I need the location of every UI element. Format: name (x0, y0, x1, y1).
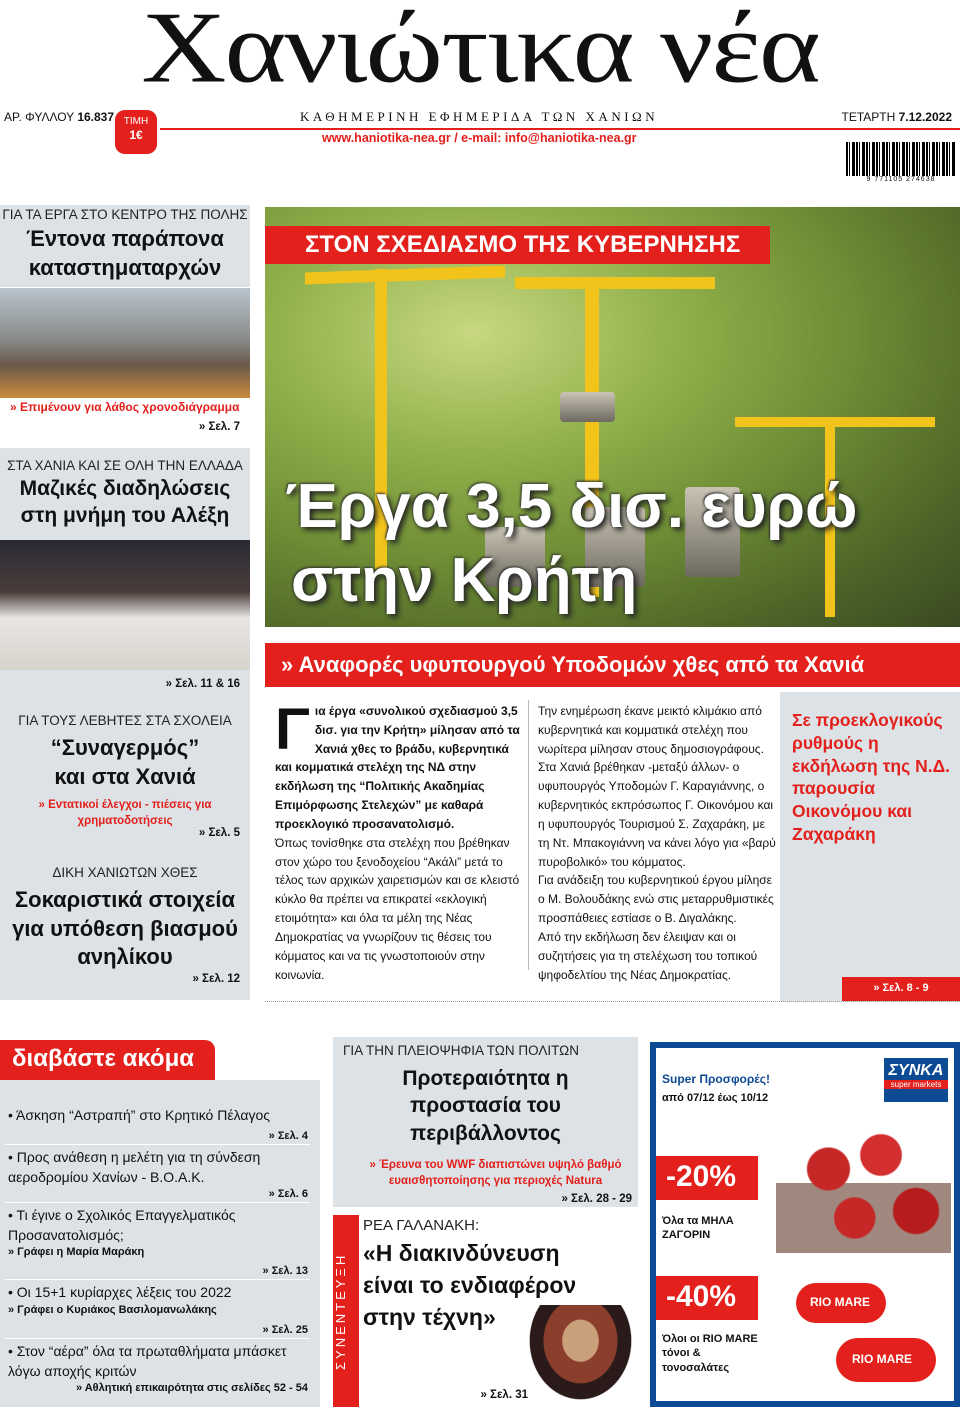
article-column-1 (275, 697, 520, 984)
article-paragraph-5: Για ανάδειξη του κυβερνητικού έργου μίλησε ο Μ. Βολουδάκης ενώ στις μεταρρυθμιστικές προσπάθειες εστίασε ο Β. Διγαλάκης. (538, 873, 774, 926)
ad-apples-image (776, 1113, 951, 1253)
tuna-can-2-label: RIO MARE (852, 1352, 912, 1366)
read-more-item-5[interactable] (8, 1342, 308, 1397)
interview-name: ΡΕΑ ΓΑΛΑΝΑΚΗ: (363, 1217, 480, 1234)
left-story-1-sub: » Επιμένουν για λάθος χρονοδιάγραμμα (10, 400, 240, 414)
sidebox-text: Σε προεκλογικούς ρυθμούς η εκδήλωση της Ν.Δ. παρουσία Οικονόμου και Ζαχαράκη (792, 710, 951, 844)
env-headline: Προτεραιότητα η προστασία του περιβάλλοντος (402, 1067, 569, 1145)
read-more-item-4-author: » Γράφει ο Κυριάκος Βασιλομανωλάκης (8, 1303, 217, 1316)
interview-portrait (523, 1305, 638, 1407)
left-story-1[interactable] (0, 207, 250, 282)
ad-period: από 07/12 έως 10/12 (662, 1092, 769, 1104)
read-more-separator (5, 1338, 310, 1339)
coin-stack-hanging (560, 392, 615, 422)
crane-jib-far (735, 417, 935, 427)
read-more-item-2[interactable]: • Προς ανάθεση η μελέτη για τη σύνδεση αεροδρομίου Χανίων - Β.Ο.Α.Κ. (8, 1149, 261, 1185)
ad-offer-1-text: Όλα τα ΜΗΛΑ ΖΑΓΟΡΙΝ (662, 1215, 734, 1242)
price-badge (115, 110, 157, 154)
tuna-can-1 (796, 1283, 886, 1323)
ad-brand-logo (884, 1058, 948, 1102)
interview-vertical-label: ΣΥΝΕΝΤΕΥΞΗ (333, 1215, 359, 1407)
read-more-separator (5, 1202, 310, 1203)
article-paragraph-6: Από την εκδήλωση δεν έλειψαν και οι συζητήσεις για τη στελέχωση του τοπικού ψηφοδελτίου της Νέας Δημοκρατίας. (538, 929, 758, 982)
read-more-item-5-text: • Στον “αέρα” όλα τα πρωταθλήματα μπάσκετ λόγω αποχής κριτών (8, 1343, 287, 1379)
read-more-item-1[interactable]: • Άσκηση “Αστραπή” στο Κρητικό Πέλαγος (8, 1107, 270, 1123)
read-more-separator (5, 1279, 310, 1280)
left-story-1-headline: Έντονα παράπονα καταστηματαρχών (26, 226, 224, 280)
barcode-bars (846, 142, 956, 176)
article-column-2 (538, 702, 778, 984)
ad-brand-sub: super markets (884, 1080, 948, 1089)
tuna-can-2 (836, 1338, 936, 1382)
tuna-can-1-label: RIO MARE (810, 1295, 870, 1309)
left-story-3-sub: » Εντατικοί έλεγχοι - πιέσεις για χρηματοδοτήσεις (38, 799, 212, 828)
price-label: ΤΙΜΗ (123, 116, 149, 127)
left-story-2-photo (0, 540, 250, 670)
crane-jib-right (515, 277, 715, 289)
left-story-2-headline: Μαζικές διαδηλώσεις στη μνήμη του Αλέξη (19, 477, 231, 528)
masthead (0, 0, 960, 200)
read-more-item-4-page[interactable]: » Σελ. 25 (262, 1324, 308, 1336)
env-story[interactable] (333, 1037, 638, 1207)
column-rule (528, 700, 529, 970)
article-page-ref[interactable]: » Σελ. 8 - 9 (842, 977, 960, 1001)
read-more-item-4-text: • Οι 15+1 κυρίαρχες λέξεις του 2022 (8, 1284, 232, 1300)
env-page[interactable]: » Σελ. 28 - 29 (561, 1193, 632, 1205)
web-email-link[interactable]: www.haniotika-nea.gr / e-mail: info@haniotika-nea.gr (322, 131, 637, 145)
barcode-digits: 9 771105 274638 (866, 176, 936, 183)
read-more-item-1-page[interactable]: » Σελ. 4 (268, 1130, 308, 1142)
left-story-4-kicker: ΔΙΚΗ ΧΑΝΙΩΤΩΝ ΧΘΕΣ (52, 865, 198, 880)
left-story-4-headline: Σοκαριστικά στοιχεία για υπόθεση βιασμού ανηλίκου (12, 887, 238, 970)
left-story-4[interactable] (0, 865, 250, 972)
ad-brand-name: ΣΥΝΚΑ (888, 1062, 944, 1079)
article-lead: ια έργα «συνολικού σχεδιασμού 3,5 δισ. για την Κρήτη» μίλησαν από τα Χανιά χθες το βράδυ, κυβερνητικά και κομματικά στελέχη της ΝΔ στην εκδήλωση της “Πολιτικής Ακαδημίας Επιμόρφωσης Στελεχών” με καθαρά προεκλογικό προσανατολισμό. (275, 704, 520, 831)
left-story-2[interactable] (0, 458, 250, 530)
env-sub: » Έρευνα του WWF διαπιστώνει υψηλό βαθμό ευαισθητοποίησης για περιοχές Natura (369, 1159, 622, 1188)
issue-number (4, 110, 114, 124)
hero-headline-line2: στην Κρήτη (291, 546, 638, 616)
issue-date-value: 7.12.2022 (898, 110, 952, 124)
read-more-item-2-page[interactable]: » Σελ. 6 (268, 1188, 308, 1200)
masthead-divider (160, 128, 960, 130)
article-sidebox (780, 692, 960, 1002)
left-story-3-kicker: ΓΙΑ ΤΟΥΣ ΛΕΒΗΤΕΣ ΣΤΑ ΣΧΟΛΕΙΑ (18, 713, 232, 728)
left-story-2-page[interactable]: » Σελ. 11 & 16 (165, 678, 240, 690)
supermarket-ad[interactable] (650, 1042, 960, 1407)
hero-kicker: ΣΤΟΝ ΣΧΕΔΙΑΣΜΟ ΤΗΣ ΚΥΒΕΡΝΗΣΗΣ (265, 226, 770, 264)
left-story-1-page[interactable]: » Σελ. 7 (198, 421, 240, 433)
barcode (846, 142, 956, 187)
read-more-box (0, 1080, 320, 1407)
ad-offer-2-badge: -40% (656, 1276, 758, 1320)
ad-offer-1-badge: -20% (656, 1156, 758, 1200)
left-story-1-photo (0, 288, 250, 398)
read-more-title: διαβάστε ακόμα (0, 1040, 215, 1080)
issue-label: ΑΡ. ΦΥΛΛΟΥ (4, 110, 74, 124)
article-paragraph-2: Όπως τονίσθηκε στα στελέχη που βρέθηκαν στον χώρο του ξενοδοχείου “Ακάλι” μετά το τέλος των αρχικών χαιρετισμών και σε κλειστό κύκλο θα πρέπει να επικρατεί «εκλογική ετοιμότητα» και όλα τα μέλη της Νέας Δημοκρατίας να γνωρίζουν τις θέσεις του κόμματος και να τις γνωστοποιούν στην κοινωνία. (275, 835, 520, 982)
issue-day: ΤΕΤΑΡΤΗ (841, 110, 896, 124)
read-more-item-5-author: » Αθλητική επικαιρότητα στις σελίδες 52 - 54 (75, 1382, 308, 1395)
article-paragraph-4: Στα Χανιά βρέθηκαν -μεταξύ άλλων- ο υφυπουργός Υποδομών Γ. Καραγιάννης, ο κυβερνητικός εκπρόσωπος Γ. Οικονόμου και η υφυπουργός Τουρισμού Σ. Ζαχαράκη, με τη Ντ. Μπακογιάννη να κάνει λόγο για «βαρύ πυροβολικό» του κόμματος. (538, 760, 776, 869)
hero-headline[interactable] (285, 470, 857, 619)
hero-headline-line1: Έργα 3,5 δισ. ευρώ (285, 472, 858, 541)
left-story-1-kicker: ΓΙΑ ΤΑ ΕΡΓΑ ΣΤΟ ΚΕΝΤΡΟ ΤΗΣ ΠΟΛΗΣ (2, 207, 248, 222)
left-story-2-kicker: ΣΤΑ ΧΑΝΙΑ ΚΑΙ ΣΕ ΟΛΗ ΤΗΝ ΕΛΛΑΔΑ (7, 458, 243, 473)
tagline: ΚΑΘΗΜΕΡΙΝΗ ΕΦΗΜΕΡΙΔΑ ΤΩΝ ΧΑΝΙΩΝ (300, 109, 659, 124)
ad-offer-2-text: Όλοι οι RIO MARE τόνοι & τονοσαλάτες (662, 1333, 758, 1374)
ad-tuna-image (786, 1273, 946, 1393)
read-more-item-3-author: » Γράφει η Μαρία Μαράκη (8, 1246, 145, 1259)
read-more-item-4[interactable] (8, 1283, 308, 1318)
read-more-separator (5, 1144, 310, 1145)
interview-quote: «Η διακινδύνευση είναι το ενδιαφέρον στην τέχνη» (363, 1240, 577, 1331)
left-story-3-page[interactable]: » Σελ. 5 (198, 827, 240, 839)
hero-subheadline: » Αναφορές υφυπουργού Υποδομών χθες από τα Χανιά (265, 643, 960, 687)
left-story-3-headline: “Συναγερμός” και στα Χανιά (50, 735, 200, 789)
ad-super-offers: Super Προσφορές! (662, 1072, 770, 1086)
left-story-4-page[interactable]: » Σελ. 12 (192, 973, 240, 985)
crane-jib-left (305, 266, 505, 285)
ad-inner (656, 1048, 954, 1401)
issue-date (841, 110, 952, 124)
article-paragraph-3: Την ενημέρωση έκανε μεικτό κλιμάκιο από κυβερνητικά και κομματικά στελέχη που νωρίτερα μίλησαν στους δημοσιογράφους. (538, 704, 764, 756)
read-more-item-3-page[interactable]: » Σελ. 13 (262, 1265, 308, 1277)
left-story-3[interactable] (0, 713, 250, 829)
drop-cap: Γ (275, 697, 310, 762)
price-value: 1€ (129, 128, 143, 142)
read-more-item-3[interactable] (8, 1206, 308, 1261)
env-kicker: ΓΙΑ ΤΗΝ ΠΛΕΙΟΨΗΦΙΑ ΤΩΝ ΠΟΛΙΤΩΝ (343, 1043, 579, 1058)
read-more-item-3-text: • Τι έγινε ο Σχολικός Επαγγελματικός Προσανατολισμός; (8, 1207, 236, 1243)
issue-value: 16.837 (77, 110, 115, 124)
newspaper-logo: Χανιώτικα νέα (141, 0, 819, 104)
article-bottom-rule (265, 1001, 960, 1002)
interview-page[interactable]: » Σελ. 31 (480, 1389, 528, 1401)
interview-story[interactable] (333, 1215, 638, 1407)
